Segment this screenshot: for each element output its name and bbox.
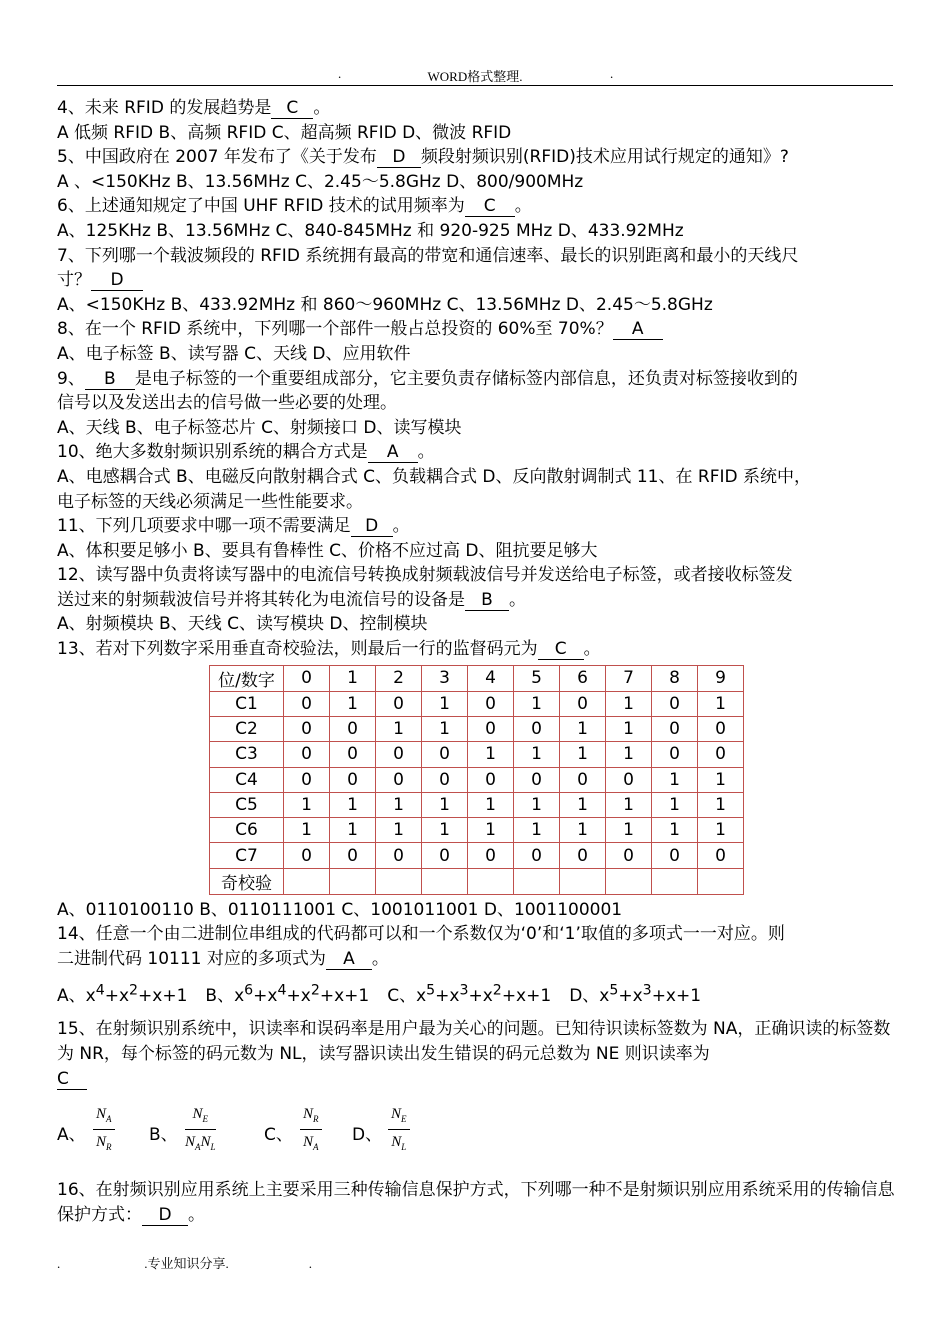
- table-cell: 0: [468, 767, 514, 792]
- table-cell: 0: [376, 742, 422, 767]
- table-cell: 0: [514, 843, 560, 868]
- table-cell: [652, 868, 698, 894]
- table-cell: C5: [210, 792, 284, 817]
- answer-blank: A: [613, 319, 663, 340]
- table-cell: 0: [698, 742, 744, 767]
- table-cell: 1: [652, 767, 698, 792]
- table-cell: 1: [560, 716, 606, 741]
- answer-blank: B: [85, 369, 135, 390]
- table-cell: [284, 868, 330, 894]
- table-header-cell: 7: [606, 665, 652, 691]
- table-cell: 1: [606, 818, 652, 843]
- table-cell: 0: [606, 767, 652, 792]
- table-cell: 1: [652, 818, 698, 843]
- table-cell: 1: [698, 691, 744, 716]
- option-b: B、$x^6+x^4+x^2+x+1$: [205, 982, 370, 1007]
- table-cell: 1: [652, 792, 698, 817]
- table-cell: 1: [376, 716, 422, 741]
- table-cell: 1: [698, 792, 744, 817]
- table-cell: 1: [422, 716, 468, 741]
- table-cell: 0: [284, 691, 330, 716]
- header-title: WORD格式整理.: [427, 69, 523, 84]
- table-cell: 0: [422, 843, 468, 868]
- table-cell: 0: [376, 767, 422, 792]
- table-row: [210, 691, 744, 716]
- table-cell: 1: [514, 691, 560, 716]
- table-cell: C4: [210, 767, 284, 792]
- option-d-label: D、: [352, 1125, 383, 1146]
- table-cell: [376, 868, 422, 894]
- table-header-cell: 0: [284, 665, 330, 691]
- table-row: [210, 818, 744, 843]
- question-4-options: A 低频 RFID B、高频 RFID C、超高频 RFID D、微波 RFID: [57, 122, 512, 143]
- table-cell: 0: [422, 767, 468, 792]
- answer-blank: C: [271, 98, 313, 119]
- question-8-options: A、电子标签 B、读写器 C、天线 D、应用软件: [57, 343, 411, 364]
- table-cell: 0: [560, 843, 606, 868]
- table-cell: [698, 868, 744, 894]
- question-10-line-2: 电子标签的天线必须满足一些性能要求。: [57, 491, 363, 512]
- answer-blank: A: [368, 442, 418, 463]
- question-11: 11、下列几项要求中哪一项不需要满足 D 。: [57, 516, 410, 537]
- question-12-options: A、射频模块 B、天线 C、读写模块 D、控制模块: [57, 614, 428, 635]
- question-9-line-1: 9、 B 是电子标签的一个重要组成部分，它主要负责存储标签内部信息，还负责对标签接收到的: [57, 368, 798, 389]
- table-cell: [422, 868, 468, 894]
- table-cell: 0: [376, 843, 422, 868]
- table-cell: 1: [330, 792, 376, 817]
- table-cell: 0: [514, 716, 560, 741]
- option-a-label: A、: [57, 1125, 86, 1146]
- table-cell: 0: [560, 767, 606, 792]
- table-cell: 1: [606, 742, 652, 767]
- table-header-cell: 2: [376, 665, 422, 691]
- option-c-label: C、: [264, 1125, 293, 1146]
- option-d-fraction: $\frac{N_E}{N_L}$: [388, 1104, 410, 1157]
- option-b-label: B、: [149, 1125, 178, 1146]
- question-12-line-1: 12、读写器中负责将读写器中的电流信号转换成射频载波信号并发送给电子标签，或者接收标签发: [57, 565, 793, 586]
- document-body: [57, 96, 907, 1228]
- table-cell: 0: [422, 742, 468, 767]
- page-footer: . .专业知识分享. .: [57, 1256, 313, 1271]
- table-cell: 0: [330, 767, 376, 792]
- question-7-line-1: 7、下列哪一个载波频段的 RFID 系统拥有最高的带宽和通信速率、最长的识别距离和最小的天线尺: [57, 245, 799, 266]
- table-header-cell: 9: [698, 665, 744, 691]
- table-cell: 1: [422, 818, 468, 843]
- question-5: 5、中国政府在 2007 年发布了《关于发布 D 频段射频识别(RFID)技术应用试行规定的通知》?: [57, 147, 789, 168]
- table-cell: 0: [284, 716, 330, 741]
- question-10-options: A、电感耦合式 B、电磁反向散射耦合式 C、负载耦合式 D、反向散射调制式 11、在 RFID 系统中，: [57, 466, 811, 487]
- header-dot-right: .: [610, 66, 614, 81]
- question-11-options: A、体积要足够小 B、要具有鲁棒性 C、价格不应过高 D、阻抗要足够大: [57, 540, 598, 561]
- table-cell: 1: [468, 792, 514, 817]
- question-7-options: A、<150KHz B、433.92MHz 和 860～960MHz C、13.56MHz D、2.45～5.8GHz: [57, 294, 713, 315]
- table-cell: 1: [606, 716, 652, 741]
- table-header-cell: 8: [652, 665, 698, 691]
- table-cell: 1: [698, 767, 744, 792]
- parity-table: [209, 665, 744, 895]
- table-cell: 1: [560, 818, 606, 843]
- table-row: [210, 792, 744, 817]
- answer-blank: D: [142, 1205, 188, 1226]
- table-cell: 0: [652, 691, 698, 716]
- header-dot-left: .: [338, 66, 342, 81]
- table-cell: 0: [376, 691, 422, 716]
- question-6-options: A、125KHz B、13.56MHz C、840-845MHz 和 920-925 MHz D、433.92MHz: [57, 220, 684, 241]
- table-cell: 0: [284, 742, 330, 767]
- question-14-line-2: 二进制代码 10111 对应的多项式为 A 。: [57, 948, 389, 969]
- table-row: [210, 742, 744, 767]
- table-cell: 1: [698, 818, 744, 843]
- table-cell: 1: [330, 691, 376, 716]
- table-cell: 1: [284, 792, 330, 817]
- table-header-cell: 1: [330, 665, 376, 691]
- question-10: 10、绝大多数射频识别系统的耦合方式是 A 。: [57, 442, 435, 463]
- answer-blank: A: [326, 949, 372, 970]
- table-row: [210, 716, 744, 741]
- answer-blank: B: [465, 590, 509, 611]
- answer-blank: D: [377, 147, 421, 168]
- table-cell: 0: [330, 716, 376, 741]
- table-cell: C1: [210, 691, 284, 716]
- table-cell: 1: [422, 691, 468, 716]
- table-header-cell: 5: [514, 665, 560, 691]
- answer-blank: C: [57, 1069, 87, 1090]
- table-cell: 1: [560, 742, 606, 767]
- table-header-cell: 位/数字: [210, 665, 284, 691]
- table-cell: 1: [330, 818, 376, 843]
- table-cell: 0: [330, 742, 376, 767]
- table-cell: 0: [468, 843, 514, 868]
- question-15-options: [57, 1104, 907, 1164]
- table-cell: 1: [468, 742, 514, 767]
- table-cell: 1: [422, 792, 468, 817]
- table-cell: 0: [560, 691, 606, 716]
- option-d: D、$x^5+x^3+x+1$: [569, 982, 702, 1007]
- page-header: [0, 66, 950, 85]
- question-16: 16、在射频识别应用系统上主要采用三种传输信息保护方式，下列哪一种不是射频识别应用系统采用的传输信息保护方式： D 。: [57, 1180, 895, 1226]
- table-cell: 0: [514, 767, 560, 792]
- table-cell: [606, 868, 652, 894]
- table-cell: [560, 868, 606, 894]
- header-rule: [57, 85, 893, 86]
- table-row: [210, 868, 744, 894]
- table-cell: 1: [606, 792, 652, 817]
- table-header-cell: 4: [468, 665, 514, 691]
- option-b-fraction: $N_E$ $N_AN_L$: [185, 1106, 216, 1153]
- table-cell: 1: [376, 792, 422, 817]
- table-header-cell: 3: [422, 665, 468, 691]
- table-cell: [514, 868, 560, 894]
- table-cell: 0: [606, 843, 652, 868]
- answer-blank: D: [351, 516, 393, 537]
- option-c-fraction: $\frac{N_R}{N_A}$: [300, 1104, 322, 1157]
- table-cell: 0: [698, 716, 744, 741]
- question-14-options: [57, 972, 907, 1010]
- table-row: [210, 767, 744, 792]
- table-cell: 0: [468, 716, 514, 741]
- table-cell: 1: [560, 792, 606, 817]
- table-cell: 1: [376, 818, 422, 843]
- table-cell: C7: [210, 843, 284, 868]
- table-cell: [468, 868, 514, 894]
- question-9-line-2: 信号以及发送出去的信号做一些必要的处理。: [57, 393, 397, 414]
- table-cell: 1: [514, 818, 560, 843]
- table-cell: 0: [468, 691, 514, 716]
- question-13: 13、若对下列数字采用垂直奇校验法，则最后一行的监督码元为 C 。: [57, 639, 601, 660]
- table-cell: 奇校验: [210, 868, 284, 894]
- question-8: 8、在一个 RFID 系统中，下列哪一个部件一般占总投资的 60%至 70%？ A: [57, 317, 907, 342]
- question-4: 4、未来 RFID 的发展趋势是 C 。: [57, 98, 331, 118]
- question-12-line-2: 送过来的射频载波信号并将其转化为电流信号的设备是 B 。: [57, 589, 526, 610]
- table-cell: 0: [652, 742, 698, 767]
- question-15: 15、在射频识别系统中，识读率和误码率是用户最为关心的问题。已知待识读标签数为 NA，正确识读的标签数为 NR，每个标签的码元数为 NL，读写器识读出发生错误的码元总数为 NE 则识读率为 C: [57, 1019, 891, 1090]
- question-5-options: A 、<150KHz B、13.56MHz C、2.45～5.8GHz D、800/900MHz: [57, 171, 584, 192]
- table-header-cell: 6: [560, 665, 606, 691]
- question-9-options: A、天线 B、电子标签芯片 C、射频接口 D、读写模块: [57, 417, 462, 438]
- table-cell: [330, 868, 376, 894]
- option-a: A、$x^4+x^2+x+1$: [57, 982, 188, 1007]
- table-cell: C3: [210, 742, 284, 767]
- table-cell: C2: [210, 716, 284, 741]
- answer-blank: C: [465, 196, 515, 217]
- table-header-row: [210, 665, 744, 691]
- answer-blank: D: [91, 270, 143, 291]
- question-14-line-1: 14、任意一个由二进制位串组成的代码都可以和一个系数仅为‘0’和‘1’取值的多项式一一对应。则: [57, 924, 785, 945]
- table-cell: C6: [210, 818, 284, 843]
- question-13-options: A、0110100110 B、0110111001 C、1001011001 D、1001100001: [57, 899, 623, 920]
- question-6: 6、上述通知规定了中国 UHF RFID 技术的试用频率为 C 。: [57, 196, 532, 217]
- table-cell: 0: [330, 843, 376, 868]
- table-cell: 1: [468, 818, 514, 843]
- table-cell: 1: [284, 818, 330, 843]
- table-cell: 1: [514, 792, 560, 817]
- table-cell: 0: [284, 767, 330, 792]
- table-cell: 1: [606, 691, 652, 716]
- option-a-fraction: $\frac{N_A}{N_R}$: [93, 1104, 115, 1157]
- question-7-line-2: 寸？ D: [57, 268, 907, 293]
- table-cell: 0: [652, 716, 698, 741]
- table-cell: 0: [652, 843, 698, 868]
- table-row: [210, 843, 744, 868]
- answer-blank: C: [538, 639, 584, 660]
- option-c: C、$x^5+x^3+x^2+x+1$: [387, 982, 552, 1007]
- table-cell: 0: [698, 843, 744, 868]
- table-cell: 0: [284, 843, 330, 868]
- table-cell: 1: [514, 742, 560, 767]
